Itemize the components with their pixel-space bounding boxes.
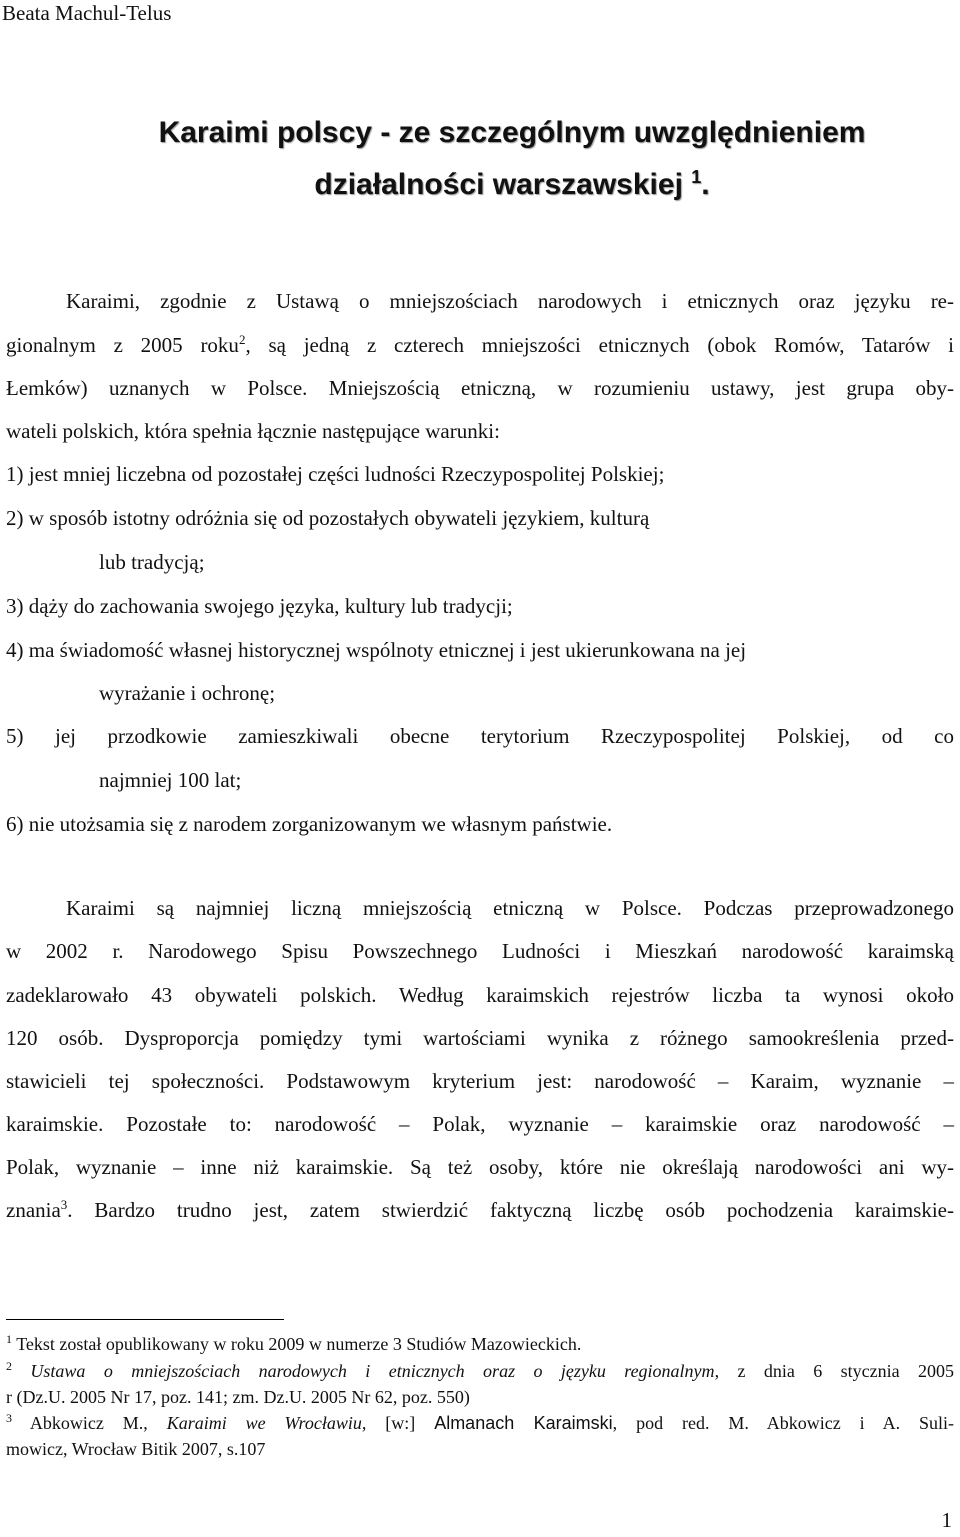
paragraph-2-line-1: Karaimi są najmniej liczną mniejszością etniczną w Polsce. Podczas przeprowadzonego xyxy=(66,896,954,920)
footnote-1 xyxy=(6,1333,954,1356)
footnote-3-number: 3 xyxy=(6,1411,12,1425)
p1-line2-a: gionalnym z 2005 roku xyxy=(6,333,239,357)
footnote-ref-3: 3 xyxy=(60,1197,68,1212)
condition-4-cont: wyrażanie i ochronę; xyxy=(99,681,276,705)
condition-2-cont: lub tradycją; xyxy=(99,550,205,574)
paragraph-1-line-1: Karaimi, zgodnie z Ustawą o mniejszościach narodowych i etnicznych oraz języku re- xyxy=(66,289,954,313)
footnote-3-almanach: Almanach Karaimski xyxy=(434,1413,613,1433)
p1-line2-b: , są jedną z czterech mniejszości etnicznych (obok Romów, Tatarów i xyxy=(245,333,954,357)
title-line-2-text: działalności warszawskiej xyxy=(314,168,683,201)
footnote-2-number: 2 xyxy=(6,1359,12,1373)
paragraph-2-line-4: 120 osób. Dysproporcja pomiędzy tymi wartościami wynika z różnego samookreślenia przed- xyxy=(6,1026,954,1050)
condition-5: 5) jej przodkowie zamieszkiwali obecne terytorium Rzeczypospolitej Polskiej, od co xyxy=(6,724,954,748)
title-line-2 xyxy=(32,166,960,204)
paragraph-1-line-3: Łemków) uznanych w Polsce. Mniejszością etniczną, w rozumieniu ustawy, jest grupa oby- xyxy=(6,376,954,400)
paragraph-1-line-2 xyxy=(6,330,954,360)
footnote-2-line-2: r (Dz.U. 2005 Nr 17, poz. 141; zm. Dz.U. 2005 Nr 62, poz. 550) xyxy=(6,1387,470,1407)
footnote-3-title: Karaimi we Wrocławiu xyxy=(166,1413,362,1433)
paragraph-2-line-2: w 2002 r. Narodowego Spisu Powszechnego Ludności i Mieszkań narodowość karaimską xyxy=(6,939,954,963)
paragraph-2-line-3: zadeklarowało 43 obywateli polskich. Według karaimskich rejestrów liczba ta wynosi około xyxy=(6,983,954,1007)
footnote-3-editors: , pod red. M. Abkowicz i A. Suli- xyxy=(612,1413,954,1433)
paragraph-2-line-6: karaimskie. Pozostałe to: narodowość – Polak, wyznanie – karaimskie oraz narodowość – xyxy=(6,1112,954,1136)
title-footnote-ref: 1 xyxy=(691,167,702,187)
footnote-3-author: Abkowicz M., xyxy=(29,1413,167,1433)
title-line-1: Karaimi polscy - ze szczególnym uwzględnieniem xyxy=(158,116,866,149)
footnote-ref-2: 2 xyxy=(238,332,246,347)
p2-last-a: znania xyxy=(6,1198,61,1222)
condition-1: 1) jest mniej liczebna od pozostałej części ludności Rzeczypospolitej Polskiej; xyxy=(6,462,665,486)
page-number: 1 xyxy=(941,1508,952,1532)
author-header: Beata Machul-Telus xyxy=(2,1,172,25)
footnote-3 xyxy=(6,1412,954,1435)
paragraph-2-line-8 xyxy=(6,1195,954,1225)
footnote-2 xyxy=(6,1360,954,1383)
paragraph-2-line-5: stawicieli tej społeczności. Podstawowym kryterium jest: narodowość – Karaim, wyznanie – xyxy=(6,1069,954,1093)
footnote-1-number: 1 xyxy=(6,1332,12,1346)
footnote-2-rest: , z dnia 6 stycznia 2005 xyxy=(714,1361,954,1381)
footnote-1-text: Tekst został opublikowany w roku 2009 w numerze 3 Studiów Mazowieckich. xyxy=(16,1334,582,1354)
title-end: . xyxy=(701,168,710,201)
condition-4: 4) ma świadomość własnej historycznej wspólnoty etnicznej i jest ukierunkowana na jej xyxy=(6,638,747,662)
footnote-3-line-2: mowicz, Wrocław Bitik 2007, s.107 xyxy=(6,1439,266,1459)
footnote-rule xyxy=(6,1319,284,1320)
p2-last-b: . Bardzo trudno jest, zatem stwierdzić faktyczną liczbę osób pochodzenia karaimskie- xyxy=(67,1198,954,1222)
condition-5-cont: najmniej 100 lat; xyxy=(99,768,242,792)
paragraph-1-line-4: wateli polskich, która spełnia łącznie następujące warunki: xyxy=(6,419,500,443)
paragraph-2-line-7: Polak, wyznanie – inne niż karaimskie. Są też osoby, które nie określają narodowości ani wy- xyxy=(6,1155,954,1179)
condition-2: 2) w sposób istotny odróżnia się od pozostałych obywateli językiem, kulturą xyxy=(6,506,650,530)
footnote-2-title: Ustawa o mniejszościach narodowych i etnicznych oraz o języku regionalnym xyxy=(30,1361,715,1381)
footnote-3-in: , [w:] xyxy=(361,1413,435,1433)
condition-6: 6) nie utożsamia się z narodem zorganizowanym we własnym państwie. xyxy=(6,812,613,836)
condition-3: 3) dąży do zachowania swojego języka, kultury lub tradycji; xyxy=(6,594,513,618)
